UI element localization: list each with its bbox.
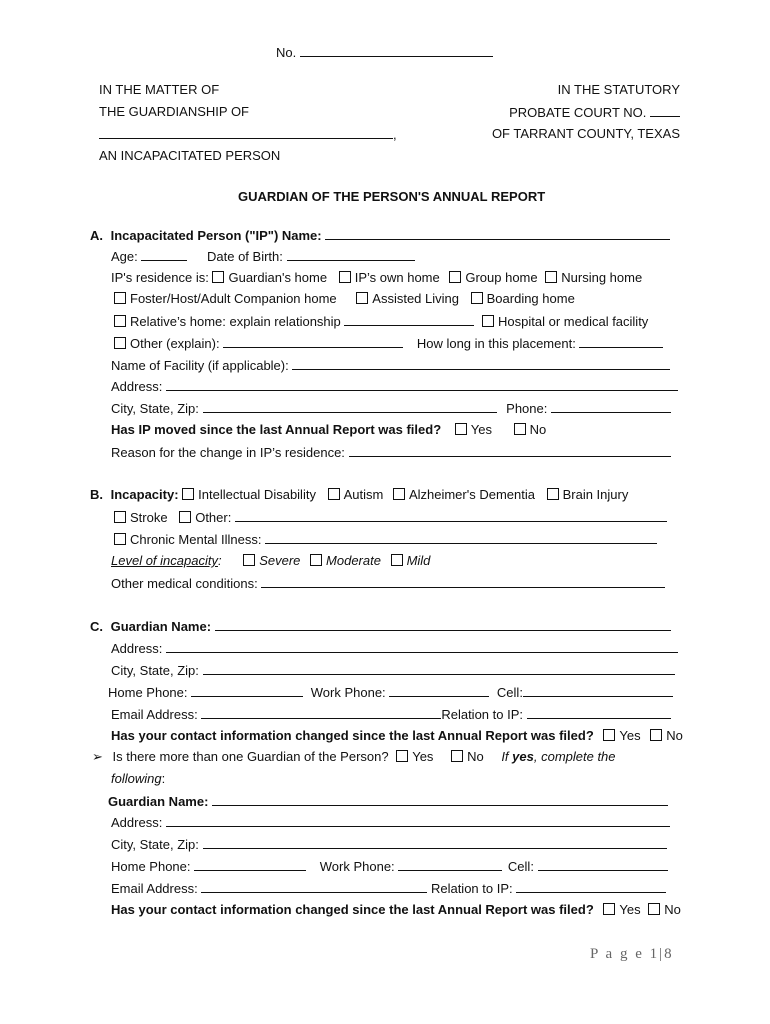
following-label: following xyxy=(111,771,162,786)
court-number-field[interactable] xyxy=(650,104,680,117)
ip-own-home-label: IP’s own home xyxy=(354,270,440,285)
alzheimer-label: Alzheimer's Dementia xyxy=(408,487,535,502)
incapacity-line-3 xyxy=(114,531,657,548)
section-a-letter: A. xyxy=(90,228,103,243)
page-footer xyxy=(590,946,674,962)
stroke-checkbox[interactable] xyxy=(114,511,126,523)
other-residence-field[interactable] xyxy=(223,335,403,348)
matter-line-2: THE GUARDIANSHIP OF xyxy=(99,104,250,119)
contact2-question: Has your contact information changed since the last Annual Report was filed? xyxy=(111,902,594,917)
work-phone2-field[interactable] xyxy=(398,858,502,871)
incapacity-line-2 xyxy=(114,509,667,526)
case-number-label: No. xyxy=(276,45,297,60)
cell-field[interactable] xyxy=(523,684,673,697)
guardian-email-line xyxy=(111,706,671,723)
reason-label: Reason for the change in IP’s residence: xyxy=(111,445,345,460)
arrow-bullet-icon: ➢ xyxy=(92,749,103,764)
court-line-3: OF TARRANT COUNTY, TEXAS xyxy=(491,126,680,141)
severe-label: Severe xyxy=(259,553,301,568)
ip-city-label: City, State, Zip: xyxy=(111,401,199,416)
contact2-question-line xyxy=(111,902,681,918)
guardian2-name-field[interactable] xyxy=(212,793,668,806)
report-title: GUARDIAN OF THE PERSON'S ANNUAL REPORT xyxy=(238,189,546,204)
guardian2-address-line xyxy=(111,814,670,831)
cell2-field[interactable] xyxy=(538,858,668,871)
moved-question-line xyxy=(111,422,546,438)
ip-city-field[interactable] xyxy=(203,400,497,413)
relative-home-label: Relative’s home: explain relationship xyxy=(130,314,341,329)
moved-question: Has IP moved since the last Annual Report was filed? xyxy=(111,422,442,437)
ip-phone-label: Phone: xyxy=(506,401,548,416)
guardian-city-label: City, State, Zip: xyxy=(111,663,199,678)
relative-home-checkbox[interactable] xyxy=(114,315,126,327)
ip-name-label: Incapacitated Person ("IP") Name: xyxy=(110,228,322,243)
guardian-home-checkbox[interactable] xyxy=(212,271,224,283)
guardian-name-label: Guardian Name: xyxy=(110,619,212,634)
age-dob-line xyxy=(111,248,415,265)
more-guardian-question: Is there more than one Guardian of the Person? xyxy=(112,749,389,764)
page-number: 1 xyxy=(649,946,660,962)
email-label: Email Address: xyxy=(111,707,198,722)
contact-yes-checkbox[interactable] xyxy=(603,729,615,741)
page-total: 8 xyxy=(664,946,674,962)
cell-label: Cell: xyxy=(496,685,523,700)
nursing-home-checkbox[interactable] xyxy=(545,271,557,283)
work-phone-field[interactable] xyxy=(389,684,489,697)
court-line-1: IN THE STATUTORY xyxy=(557,82,680,97)
hospital-label: Hospital or medical facility xyxy=(498,314,649,329)
contact2-no-label: No xyxy=(664,902,681,917)
page-separator: | xyxy=(659,946,665,962)
guardian2-address-label: Address: xyxy=(111,815,163,830)
section-c-letter: C. xyxy=(90,619,103,634)
contact-question: Has your contact information changed since the last Annual Report was filed? xyxy=(111,728,594,743)
assisted-living-label: Assisted Living xyxy=(372,291,459,306)
relationship-field[interactable] xyxy=(344,313,474,326)
guardian2-email-line xyxy=(111,880,666,897)
moved-yes-checkbox[interactable] xyxy=(455,423,467,435)
case-number-line xyxy=(276,44,493,61)
contact-yes-label: Yes xyxy=(619,728,641,743)
guardian-name-line xyxy=(90,618,671,635)
section-a-heading xyxy=(90,227,670,244)
page-word: P a g e xyxy=(590,946,644,962)
moderate-label: Moderate xyxy=(326,553,381,568)
alzheimer-checkbox[interactable] xyxy=(393,488,405,500)
other-medical-field[interactable] xyxy=(261,575,665,588)
reason-field[interactable] xyxy=(349,444,671,457)
dob-label: Date of Birth: xyxy=(207,249,283,264)
contact2-yes-checkbox[interactable] xyxy=(603,903,615,915)
other-incapacity-label: Other: xyxy=(195,510,232,525)
ip-phone-field[interactable] xyxy=(551,400,671,413)
section-b-letter: B. xyxy=(90,487,103,502)
ward-name-line xyxy=(99,126,397,143)
ip-address-label: Address: xyxy=(111,379,163,394)
foster-home-checkbox[interactable] xyxy=(114,292,126,304)
residence-line-3 xyxy=(114,313,648,330)
other-medical-line xyxy=(111,575,665,592)
residence-label: IP's residence is: xyxy=(111,270,209,285)
stroke-label: Stroke xyxy=(130,510,168,525)
home-phone2-field[interactable] xyxy=(194,858,306,871)
boarding-home-checkbox[interactable] xyxy=(471,292,483,304)
more-yes-label: Yes xyxy=(412,749,434,764)
contact-question-line xyxy=(111,728,683,744)
guardian2-name-line xyxy=(108,793,668,810)
facility-line xyxy=(111,357,670,374)
comma: , xyxy=(393,127,397,142)
more-yes-checkbox[interactable] xyxy=(396,750,408,762)
chronic-illness-checkbox[interactable] xyxy=(114,533,126,545)
email2-field[interactable] xyxy=(201,880,427,893)
age-field[interactable] xyxy=(141,248,187,261)
guardian2-city-label: City, State, Zip: xyxy=(111,837,199,852)
moved-yes-label: Yes xyxy=(470,422,492,437)
severe-checkbox[interactable] xyxy=(243,554,255,566)
matter-line-1: IN THE MATTER OF xyxy=(99,82,220,97)
moved-no-checkbox[interactable] xyxy=(514,423,526,435)
group-home-label: Group home xyxy=(465,270,538,285)
group-home-checkbox[interactable] xyxy=(449,271,461,283)
guardian2-city-line xyxy=(111,836,667,853)
email-field[interactable] xyxy=(201,706,441,719)
brain-injury-checkbox[interactable] xyxy=(547,488,559,500)
following-colon: : xyxy=(161,771,166,786)
other-medical-label: Other medical conditions: xyxy=(111,576,258,591)
nursing-home-label: Nursing home xyxy=(561,270,643,285)
home-phone-label: Home Phone: xyxy=(108,685,188,700)
residence-line-4 xyxy=(114,335,663,352)
ward-name-field[interactable] xyxy=(99,126,393,139)
residence-line-2 xyxy=(114,291,575,307)
guardian-city-line xyxy=(111,662,675,679)
autism-label: Autism xyxy=(343,487,384,502)
guardian-name-field[interactable] xyxy=(215,618,671,631)
guardian-city-field[interactable] xyxy=(203,662,675,675)
relation-field[interactable] xyxy=(527,706,671,719)
incapacity-line-1 xyxy=(90,487,628,503)
level-colon: : xyxy=(217,553,222,568)
moderate-checkbox[interactable] xyxy=(310,554,322,566)
contact2-yes-label: Yes xyxy=(619,902,641,917)
guardian-phones-line xyxy=(108,684,673,701)
dob-field[interactable] xyxy=(287,248,415,261)
facility-field[interactable] xyxy=(292,357,670,370)
facility-label: Name of Facility (if applicable): xyxy=(111,358,289,373)
ip-name-field[interactable] xyxy=(325,227,670,240)
matter-line-3: AN INCAPACITATED PERSON xyxy=(99,148,281,163)
court-number-label: PROBATE COURT NO. xyxy=(509,105,647,120)
intellectual-checkbox[interactable] xyxy=(182,488,194,500)
foster-home-label: Foster/Host/Adult Companion home xyxy=(130,291,337,306)
cell2-label: Cell: xyxy=(507,859,534,874)
level-label: Level of incapacity xyxy=(111,553,218,568)
ip-address-line xyxy=(111,378,678,395)
home-phone2-label: Home Phone: xyxy=(111,859,191,874)
hospital-checkbox[interactable] xyxy=(482,315,494,327)
ip-address-field[interactable] xyxy=(166,378,678,391)
case-number-field[interactable] xyxy=(300,44,493,57)
ip-own-home-checkbox[interactable] xyxy=(339,271,351,283)
guardian-address-field[interactable] xyxy=(166,640,678,653)
autism-checkbox[interactable] xyxy=(328,488,340,500)
if-yes-note: If yes, complete the xyxy=(501,749,616,764)
more-guardian-line xyxy=(92,749,616,765)
contact-no-label: No xyxy=(666,728,683,743)
email2-label: Email Address: xyxy=(111,881,198,896)
level-line xyxy=(111,553,430,569)
age-label: Age: xyxy=(111,249,138,264)
guardian2-city-field[interactable] xyxy=(203,836,667,849)
following-line xyxy=(111,771,165,787)
court-line-2 xyxy=(509,104,680,121)
guardian2-phones-line xyxy=(111,858,668,875)
boarding-home-label: Boarding home xyxy=(486,291,575,306)
guardian2-name-label: Guardian Name: xyxy=(108,794,209,809)
incapacity-label: Incapacity: xyxy=(110,487,179,502)
work-phone-label: Work Phone: xyxy=(310,685,386,700)
guardian-home-label: Guardian's home xyxy=(228,270,328,285)
mild-label: Mild xyxy=(406,553,431,568)
how-long-field[interactable] xyxy=(579,335,663,348)
more-no-label: No xyxy=(467,749,484,764)
brain-injury-label: Brain Injury xyxy=(562,487,629,502)
contact2-no-checkbox[interactable] xyxy=(648,903,660,915)
contact-no-checkbox[interactable] xyxy=(650,729,662,741)
chronic-illness-label: Chronic Mental Illness: xyxy=(130,532,262,547)
other-incapacity-checkbox[interactable] xyxy=(179,511,191,523)
home-phone-field[interactable] xyxy=(191,684,303,697)
relation-label: Relation to IP: xyxy=(441,707,523,722)
moved-no-label: No xyxy=(529,422,547,437)
assisted-living-checkbox[interactable] xyxy=(356,292,368,304)
guardian-address-line xyxy=(111,640,678,657)
intellectual-label: Intellectual Disability xyxy=(198,487,316,502)
chronic-illness-field[interactable] xyxy=(265,531,657,544)
how-long-label: How long in this placement: xyxy=(416,336,576,351)
relation2-label: Relation to IP: xyxy=(430,881,513,896)
other-incapacity-field[interactable] xyxy=(235,509,667,522)
other-residence-label: Other (explain): xyxy=(130,336,220,351)
mild-checkbox[interactable] xyxy=(391,554,403,566)
guardian-address-label: Address: xyxy=(111,641,163,656)
more-no-checkbox[interactable] xyxy=(451,750,463,762)
other-residence-checkbox[interactable] xyxy=(114,337,126,349)
relation2-field[interactable] xyxy=(516,880,666,893)
reason-line xyxy=(111,444,671,461)
ip-city-line xyxy=(111,400,671,417)
work-phone2-label: Work Phone: xyxy=(319,859,395,874)
residence-line-1 xyxy=(111,270,642,286)
guardian2-address-field[interactable] xyxy=(166,814,670,827)
